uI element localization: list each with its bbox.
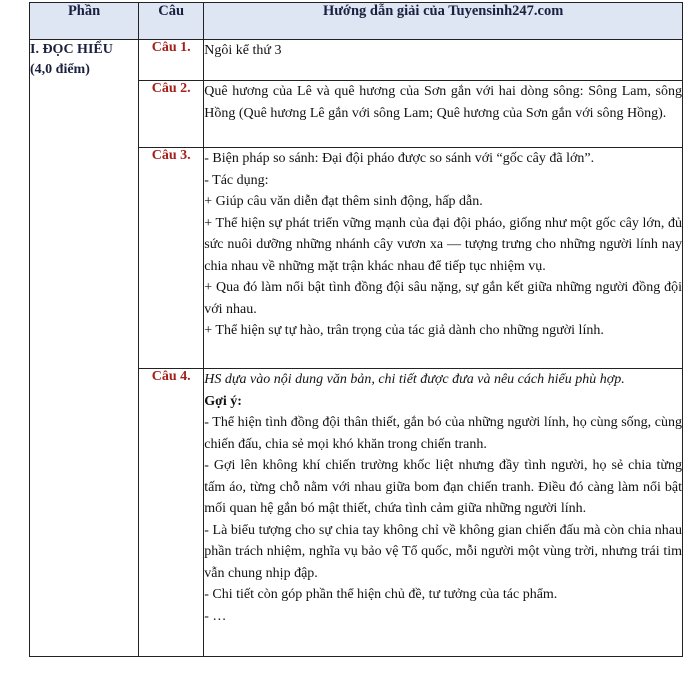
section-cell: [30, 40, 139, 657]
answer-line: + Qua đó làm nổi bật tình đồng đội sâu nặng, sự gắn kết giữa những người đồng đội với nhau.: [204, 280, 682, 317]
answer-line: - Gợi lên không khí chiến trường khốc liệt nhưng đầy tình người, họ sẻ chia từng tấm áo, từng chỗ nằm với nhau giữa bom đạn chiến tranh. Điều đó càng làm nổi bật mối quan hệ gắn bó mật thiết, chứa tình cảm giữa những người lính.: [204, 458, 682, 516]
answer-line: - Thể hiện tình đồng đội thân thiết, gắn bó của những người lính, họ cùng sống, cùng chiến đấu, chia sẻ mọi khó khăn trong chiến tranh.: [204, 415, 682, 452]
answer-line: - Chi tiết còn góp phần thể hiện chủ đề, tư tưởng của tác phẩm.: [204, 587, 558, 602]
answer-line: + Giúp câu văn diễn đạt thêm sinh động, hấp dẫn.: [204, 194, 483, 209]
answer-line: - Tác dụng:: [204, 172, 269, 188]
table-header-row: [30, 3, 683, 40]
answer-line: Ngôi kể thứ 3: [204, 43, 282, 58]
hint-label: Gợi ý:: [204, 393, 242, 409]
answer-guide-table: [29, 2, 683, 657]
answer-line: + Thể hiện sự phát triển vững mạnh của đại đội pháo, giống như một gốc cây lớn, đủ sức nuôi dưỡng những nhánh cây vươn xa — tượng trưng cho những người lính nay chia nhau về những mặt trận khác nhau để tiếp tục nhiệm vụ.: [204, 215, 682, 274]
answer-line: - Là biểu tượng cho sự chia tay không chỉ về không gian chiến đấu mà còn chia nhau phần trách nhiệm, nghĩa vụ bảo vệ Tổ quốc, mỗi người một vùng trời, nhưng trái tim vẫn chung nhịp đập.: [204, 522, 682, 581]
question-label: Câu 2.: [139, 81, 204, 148]
answer-cell: [204, 40, 683, 81]
answer-intro: HS dựa vào nội dung văn bản, chi tiết được đưa và nêu cách hiểu phù hợp.: [204, 372, 625, 387]
answer-line: + Thể hiện sự tự hào, trân trọng của tác giả dành cho những người lính.: [204, 323, 604, 338]
answer-line: - Biện pháp so sánh: Đại đội pháo được so sánh với “gốc cây đã lớn”.: [204, 151, 595, 166]
answer-cell: [204, 81, 683, 148]
answer-line: - …: [204, 608, 227, 624]
header-guide: Hướng dẫn giải của Tuyensinh247.com: [204, 3, 683, 40]
header-cau: Câu: [139, 3, 204, 40]
question-label: Câu 3.: [139, 148, 204, 369]
answer-line: Quê hương của Lê và quê hương của Sơn gắn với hai dòng sông: Sông Lam, sông Hồng (Quê hương Lê gắn với sông Lam; Quê hương của Sơn gắn với sông Hồng).: [204, 84, 682, 121]
answer-cell: [204, 369, 683, 657]
section-title: I. ĐỌC HIỂU: [30, 42, 113, 57]
question-label: Câu 1.: [139, 40, 204, 81]
table-row: [30, 40, 683, 81]
section-points: (4,0 điểm): [30, 62, 90, 77]
header-phan: Phần: [30, 3, 139, 40]
question-label: Câu 4.: [139, 369, 204, 657]
answer-cell: [204, 148, 683, 369]
